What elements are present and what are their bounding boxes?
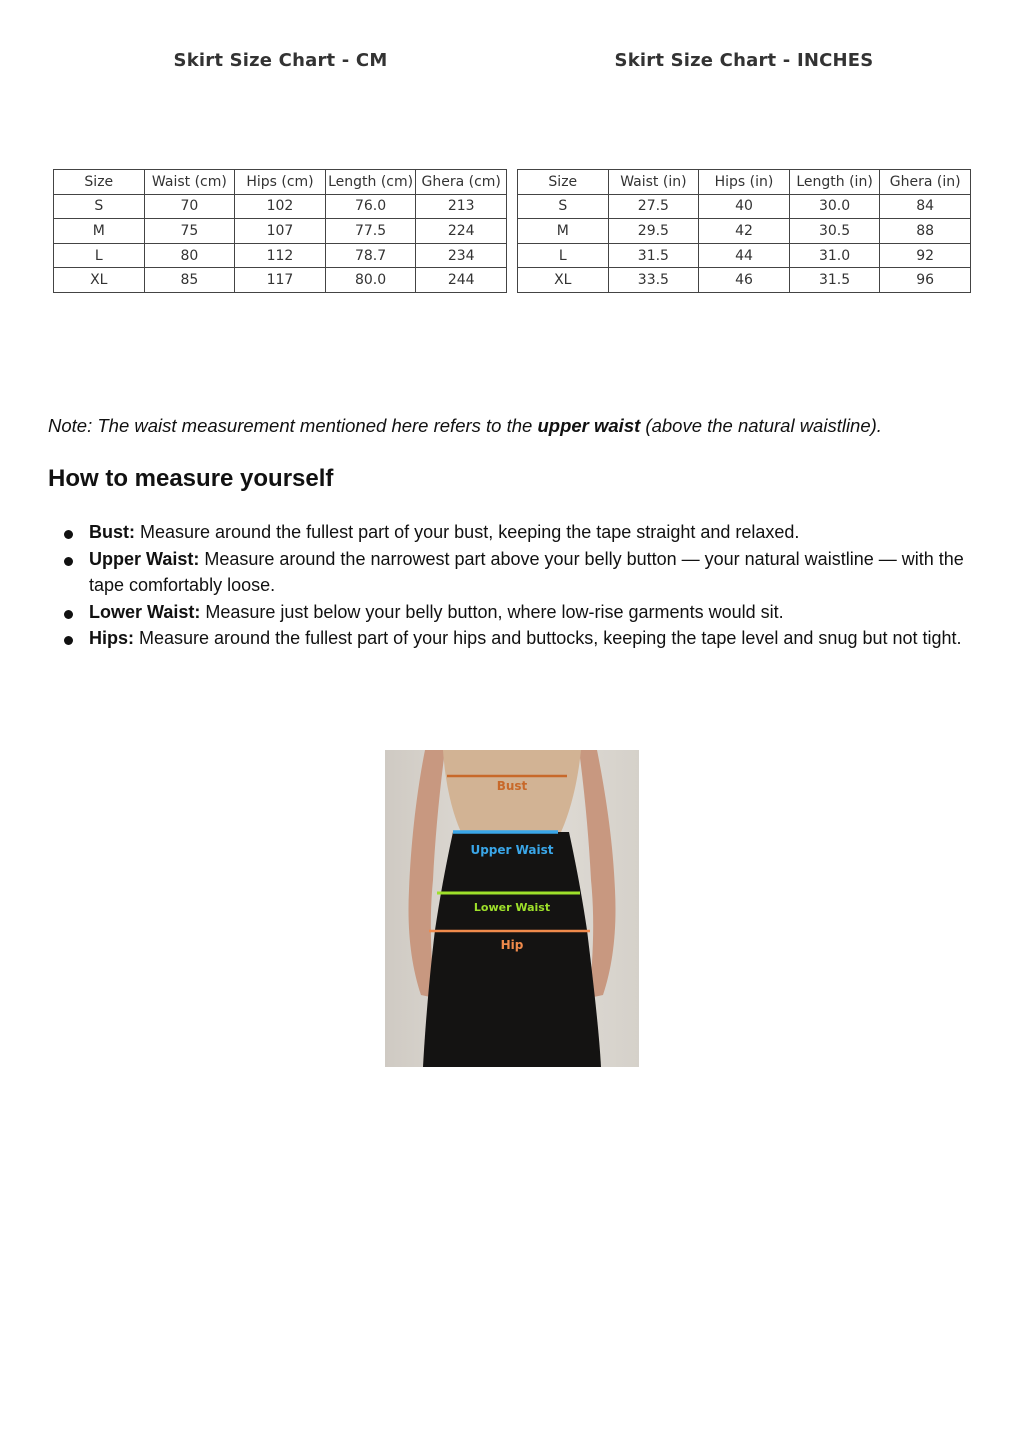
measure-text: Measure around the fullest part of your bust, keeping the tape straight and relaxed. [135, 522, 800, 542]
measure-text: Measure around the narrowest part above your belly button — your natural waistline — with the tape comfortably loose. [89, 548, 964, 595]
table-row [518, 194, 971, 219]
table-cell: 85 [144, 268, 235, 293]
bust-label: Bust [496, 779, 528, 793]
column-header: Hips (in) [699, 170, 790, 195]
inches-size-table [517, 169, 971, 293]
table-cell: 27.5 [608, 194, 699, 219]
table-row [518, 268, 971, 293]
bullet-icon [64, 530, 73, 539]
table-cell: 213 [416, 194, 507, 219]
table-cell: 102 [235, 194, 326, 219]
list-item [48, 546, 978, 599]
table-header-row [518, 170, 971, 195]
upper-waist-label: Upper Waist [470, 843, 554, 857]
table-cell: 40 [699, 194, 790, 219]
table-row [518, 243, 971, 268]
table-row [54, 194, 507, 219]
table-cell: 107 [235, 219, 326, 244]
inches-chart-title: Skirt Size Chart - INCHES [614, 50, 874, 71]
column-header: Length (cm) [325, 170, 416, 195]
how-to-heading: How to measure yourself [48, 465, 334, 492]
bullet-icon [64, 610, 73, 619]
table-cell: 31.5 [608, 243, 699, 268]
measure-text: Measure just below your belly button, where low-rise garments would sit. [200, 601, 784, 622]
table-cell: 31.5 [789, 268, 880, 293]
measure-term: Hips: [89, 628, 134, 648]
table-cell: 88 [880, 219, 971, 244]
note-emphasis: upper waist [537, 415, 641, 436]
column-header: Waist (in) [608, 170, 699, 195]
list-item [48, 599, 978, 626]
measure-term: Lower Waist: [89, 601, 201, 622]
bullet-icon [64, 636, 73, 645]
table-cell: M [518, 219, 609, 244]
measurement-figure [385, 750, 639, 1067]
table-header-row [54, 170, 507, 195]
model-illustration [385, 750, 639, 1067]
table-cell: 78.7 [325, 243, 416, 268]
table-row [54, 268, 507, 293]
measure-term: Upper Waist: [89, 548, 200, 569]
list-item [48, 519, 978, 546]
column-header: Size [54, 170, 145, 195]
column-header: Length (in) [789, 170, 880, 195]
note-suffix: (above the natural waistline). [640, 415, 882, 436]
table-cell: 29.5 [608, 219, 699, 244]
table-cell: XL [518, 268, 609, 293]
measurement-instructions [48, 519, 978, 652]
table-cell: 224 [416, 219, 507, 244]
table-cell: 234 [416, 243, 507, 268]
table-cell: 70 [144, 194, 235, 219]
table-cell: 30.0 [789, 194, 880, 219]
column-header: Hips (cm) [235, 170, 326, 195]
hip-label: Hip [500, 938, 524, 952]
note-prefix: Note: The waist measurement mentioned here refers to the [48, 415, 538, 436]
table-cell: 117 [235, 268, 326, 293]
measure-term: Bust: [89, 522, 135, 542]
lower-waist-label: Lower Waist [473, 901, 551, 914]
column-header: Ghera (in) [880, 170, 971, 195]
table-row [518, 219, 971, 244]
table-cell: 80.0 [325, 268, 416, 293]
column-header: Size [518, 170, 609, 195]
column-header: Ghera (cm) [416, 170, 507, 195]
bullet-icon [64, 557, 73, 566]
measure-text: Measure around the fullest part of your hips and buttocks, keeping the tape level and snug but not tight. [134, 628, 962, 648]
table-cell: XL [54, 268, 145, 293]
table-cell: S [54, 194, 145, 219]
table-cell: 42 [699, 219, 790, 244]
table-cell: 92 [880, 243, 971, 268]
table-cell: 96 [880, 268, 971, 293]
table-cell: 80 [144, 243, 235, 268]
table-cell: L [54, 243, 145, 268]
table-cell: L [518, 243, 609, 268]
table-cell: 30.5 [789, 219, 880, 244]
table-row [54, 243, 507, 268]
cm-chart-title: Skirt Size Chart - CM [173, 50, 388, 71]
table-cell: 112 [235, 243, 326, 268]
table-cell: 84 [880, 194, 971, 219]
table-cell: M [54, 219, 145, 244]
table-cell: 33.5 [608, 268, 699, 293]
table-cell: 76.0 [325, 194, 416, 219]
cm-size-table [53, 169, 507, 293]
table-cell: 77.5 [325, 219, 416, 244]
table-cell: 244 [416, 268, 507, 293]
waist-note [48, 415, 988, 437]
table-row [54, 219, 507, 244]
table-cell: 46 [699, 268, 790, 293]
table-cell: S [518, 194, 609, 219]
table-cell: 75 [144, 219, 235, 244]
table-cell: 44 [699, 243, 790, 268]
list-item [48, 625, 978, 652]
table-cell: 31.0 [789, 243, 880, 268]
column-header: Waist (cm) [144, 170, 235, 195]
